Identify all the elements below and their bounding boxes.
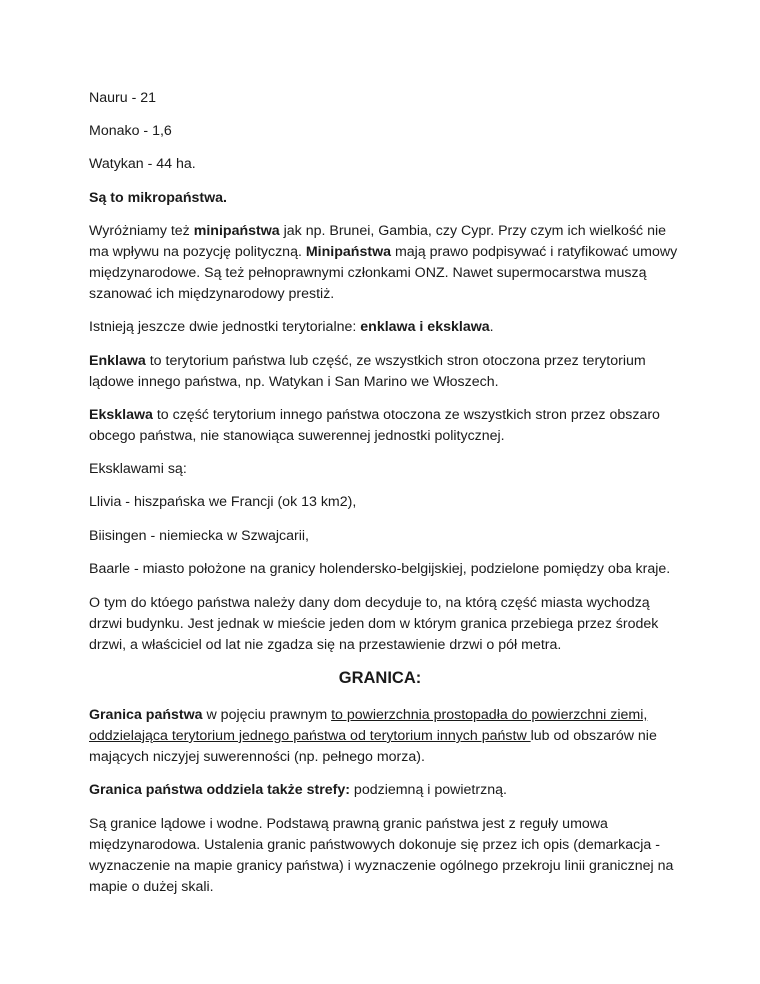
paragraph-ministates (89, 221, 679, 305)
paragraph-examples-intro: Eksklawami są: (89, 461, 187, 477)
text-run: podziemną i powietrzną. (349, 782, 507, 798)
paragraph-example-biisingen: Biisingen - niemiecka w Szwajcarii, (89, 528, 309, 544)
bold-run: Minipaństwa (305, 244, 391, 260)
paragraph-nauru: Nauru - 21 (89, 90, 157, 106)
text-run: w pojęciu prawnym (202, 707, 332, 723)
paragraph-house: O tym do któego państwa należy dany dom decyduje to, na którą część miasta wychodzą drzwi budynku. Jest jednak w mieście jeden dom w którym granica przebiega przez środek drzwi, a właściciel od lat nie zgadza się na przestawienie drzwi o pół metra. (89, 595, 659, 653)
text-run: to część terytorium innego państwa otoczona ze wszystkich stron przez obszaro obcego państwa, nie stanowiąca suwerennej jednostki politycznej. (89, 407, 660, 444)
bold-run: Enklawa (89, 353, 146, 369)
paragraph-territorial-units (89, 317, 679, 338)
text-run: jak np. Brunei, Gambia, czy Cypr. Przy czym ich wielkość nie ma wpływu na pozycję polityczną. (89, 223, 667, 260)
bold-run: enklawa i eksklawa (360, 319, 490, 335)
paragraph-border-types: Są granice lądowe i wodne. Podstawą prawną granic państwa jest z reguły umowa międzynarodowa. Ustalenia granic państwowych dokonuje się przez ich opis (demarkacja - wyznaczenie na mapie granicy państwa) i wyznaczenie ogólnego przekroju linii granicznej na mapie o dużej skali. (89, 816, 674, 895)
text-run: . (489, 319, 494, 335)
paragraph-example-llivia: Llivia - hiszpańska we Francji (ok 13 km2), (89, 494, 357, 510)
paragraph-border-zones (89, 780, 679, 801)
paragraph-border-definition (89, 705, 679, 768)
text-run: Wyróżniamy też (89, 223, 194, 239)
underlined-run: to powierzchnia prostopadła do powierzchni ziemi, oddzielająca terytorium jednego państwa od terytorium innych państw (89, 707, 648, 744)
paragraph-example-baarle: Baarle - miasto położone na granicy holendersko-belgijskiej, podzielone pomiędzy oba kraje. (89, 561, 671, 577)
bold-run: Granica państwa (89, 707, 203, 723)
text-run: lub od obszarów nie mających niczyjej suwerenności (np. pełnego morza). (89, 728, 657, 765)
bold-run: Eksklawa (89, 407, 153, 423)
text-run: mają prawo podpisywać i ratyfikować umowy międzynarodowe. Są też pełnoprawnymi członkami ONZ. Nawet supermocarstwa muszą szanować ich międzynarodowy prestiż. (89, 244, 678, 302)
paragraph-enklawa (89, 351, 679, 393)
text-run: to terytorium państwa lub część, ze wszystkich stron otoczona przez terytorium lądowe innego państwa, np. Watykan i San Marino we Włoszech. (89, 353, 646, 390)
text-run: Istnieją jeszcze dwie jednostki terytorialne: (89, 319, 361, 335)
paragraph-monako: Monako - 1,6 (89, 123, 172, 139)
paragraph-watykan: Watykan - 44 ha. (89, 156, 196, 172)
micro-label: Są to mikropaństwa. (89, 190, 227, 206)
bold-run: Granica państwa oddziela także strefy: (89, 782, 350, 798)
heading-granica: GRANICA: (338, 669, 422, 687)
bold-run: minipaństwa (193, 223, 280, 239)
paragraph-microstates (89, 188, 679, 209)
paragraph-eksklawa (89, 405, 679, 447)
